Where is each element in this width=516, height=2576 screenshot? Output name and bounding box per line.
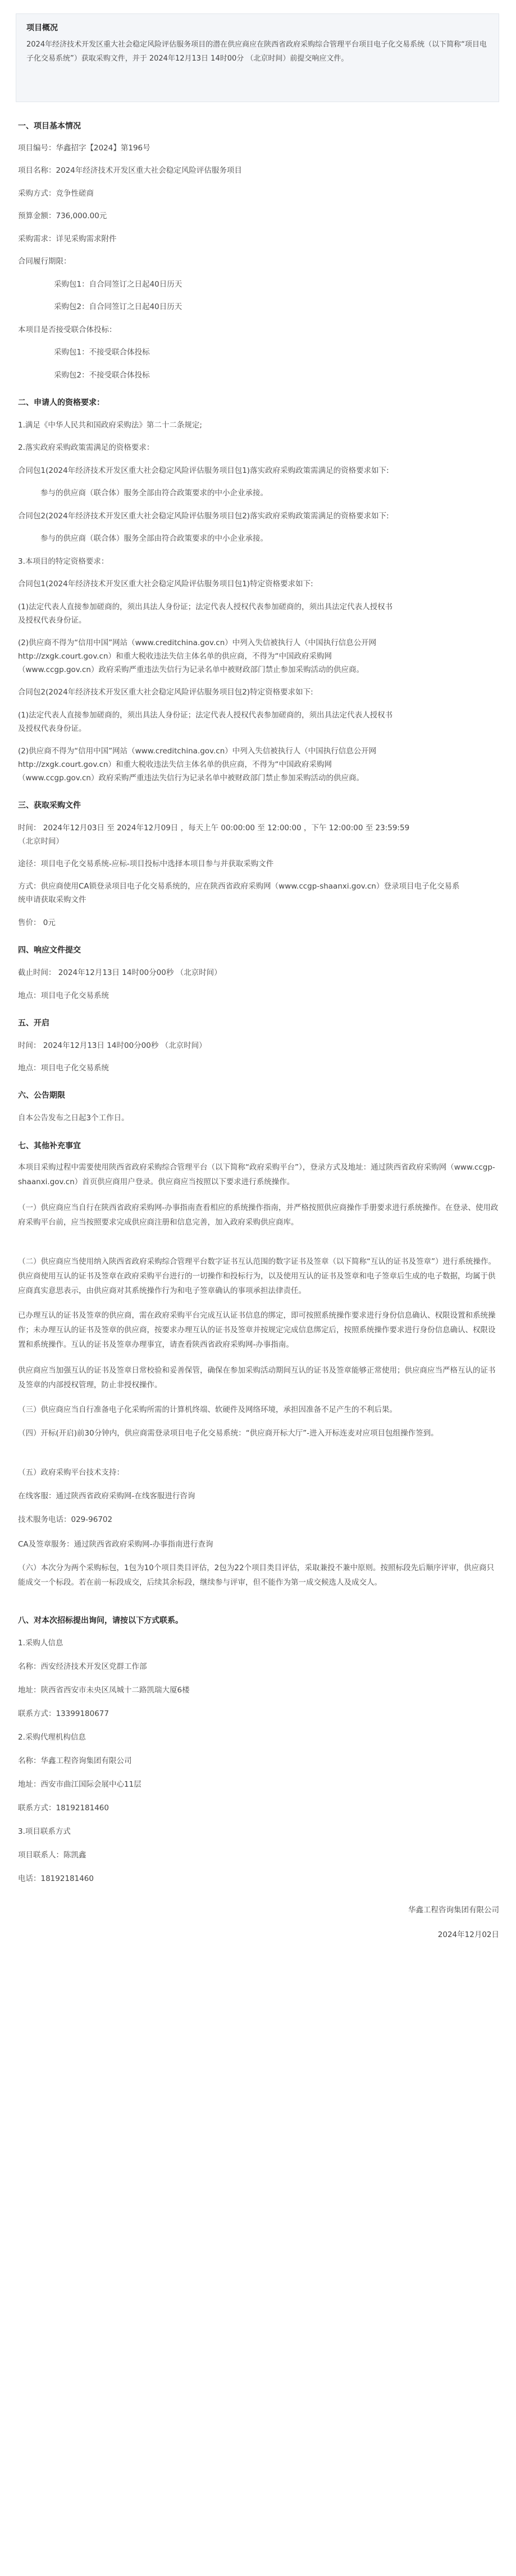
section-4-heading: 四、响应文件提交 — [18, 946, 81, 955]
qualification-2: 2.落实政府采购政策需满足的资格要求： — [18, 443, 154, 452]
footer-date: 2024年12月02日 — [437, 1930, 499, 1939]
ca-service: CA及签章服务：通过陕西省政府采购网-办事指南进行查询 — [18, 1540, 213, 1549]
lot2-policy: 合同包2(2024年经济技术开发区重大社会稳定风险评估服务项目包2)落实政府采购政策需满足的资格要求如下: — [18, 512, 389, 521]
supplement-7: （五）政府采购平台技术支持： — [18, 1468, 124, 1477]
lot1-specific-2b: http://zxgk.court.gov.cn）和重大税收违法失信主体名单的供应商，不得为“中国政府采购网 — [18, 652, 332, 661]
project-number: 项目编号：华鑫招字【2024】第196号 — [18, 144, 150, 153]
section-1-heading: 一、项目基本情况 — [18, 122, 81, 131]
submission-deadline: 截止时间： 2024年12月13日 14时00分00秒 （北京时间） — [18, 968, 222, 977]
contact-heading: 3.项目联系方式 — [18, 1827, 71, 1836]
budget-amount: 预算金额：736,000.00元 — [18, 211, 107, 220]
consortium-label: 本项目是否接受联合体投标： — [18, 325, 117, 334]
lot2-specific-1b: 及授权代表身份证。 — [18, 724, 86, 733]
summary-title: 项目概况 — [26, 24, 58, 33]
acquire-time-a: 时间： 2024年12月03日 至 2024年12月09日 ，每天上午 00:00:00 至 12:00:00 ，下午 12:00:00 至 23:59:59 — [18, 824, 410, 832]
supplement-2: （二）供应商应当使用纳入陕西省政府采购综合管理平台数字证书互认范围的数字证书及签章（以下简称“互认的证书及签章”）进行系统操作。供应商使用互认的证书及签章在政府采购平台进行的一切操作和投标行为，以及使用互认的证书及签章和电子签章后生成的电子数据，均属于供应商真实意思表示，由供应商对其系统操作行为和电子签章确认的事项承担法律责任。 — [18, 1257, 496, 1295]
agency-heading: 2.采购代理机构信息 — [18, 1733, 86, 1742]
lot1-policy-detail: 参与的供应商（联合体）服务全部由符合政策要求的中小企业承接。 — [40, 489, 268, 498]
buyer-heading: 1.采购人信息 — [18, 1639, 63, 1648]
lot1-specific: 合同包1(2024年经济技术开发区重大社会稳定风险评估服务项目包1)特定资格要求如下: — [18, 579, 313, 588]
lot1-specific-1a: (1)法定代表人直接参加磋商的，须出具法人身份证；法定代表人授权代表参加磋商的，须出具法定代表人授权书 — [18, 602, 393, 611]
lot2-specific-2a: (2)供应商不得为“信用中国”网站（www.creditchina.gov.cn）中列入失信被执行人（中国执行信息公开网 — [18, 747, 377, 756]
section-5-heading: 五、开启 — [18, 1019, 49, 1028]
footer-org: 华鑫工程咨询集团有限公司 — [408, 1906, 499, 1915]
buyer-name: 名称：西安经济技术开发区党群工作部 — [18, 1662, 147, 1671]
lot2-period: 采购包2：自合同签订之日起40日历天 — [54, 302, 182, 311]
agency-phone: 联系方式：18192181460 — [18, 1804, 109, 1813]
acquire-method-b: 统申请获取采购文件 — [18, 895, 86, 904]
lot2-specific-2b: http://zxgk.court.gov.cn）和重大税收违法失信主体名单的供应商，不得为“中国政府采购网 — [18, 760, 332, 769]
section-6-heading: 六、公告期限 — [18, 1091, 65, 1100]
online-service: 在线客服：通过陕西省政府采购网-在线客服进行咨询 — [18, 1492, 195, 1501]
procurement-requirement: 采购需求：详见采购需求附件 — [18, 234, 117, 243]
lot1-policy: 合同包1(2024年经济技术开发区重大社会稳定风险评估服务项目包1)落实政府采购政策需满足的资格要求如下: — [18, 466, 389, 475]
agency-name: 名称：华鑫工程咨询集团有限公司 — [18, 1756, 132, 1765]
agency-address: 地址：西安市曲江国际会展中心11层 — [18, 1780, 141, 1789]
summary-text: 2024年经济技术开发区重大社会稳定风险评估服务项目的潜在供应商应在陕西省政府采购综合管理平台项目电子化交易系统（以下简称“项目电子化交易系统”）获取采购文件，并于 2024年12月13日 14时00分 （北京时间）前提交响应文件。 — [26, 40, 487, 63]
opening-place: 地点：项目电子化交易系统 — [18, 1064, 109, 1073]
qualification-1: 1.满足《中华人民共和国政府采购法》第二十二条规定; — [18, 421, 202, 430]
summary-box — [16, 13, 499, 102]
supplement-4: 供应商应当加强互认的证书及签章日常校验和妥善保管，确保在参加采购活动期间互认的证书及签章能够正常使用；供应商应当严格互认的证书及签章的内部授权管理，防止非授权操作。 — [18, 1366, 496, 1390]
supplement-1: （一）供应商应当自行在陕西省政府采购网-办事指南查看相应的系统操作指南，并严格按照供应商操作手册要求进行系统操作。在登录、使用政府采购平台前，应当按照要求完成供应商注册和信息完善，加入政府采购供应商库。 — [18, 1203, 499, 1227]
project-name: 项目名称：2024年经济技术开发区重大社会稳定风险评估服务项目 — [18, 166, 242, 175]
acquire-method-a: 方式：供应商使用CA锁登录项目电子化交易系统的，应在陕西省政府采购网（www.ccgp-shaanxi.gov.cn）登录项目电子化交易系 — [18, 882, 460, 891]
supplement-5: （三）供应商应当自行准备电子化采购所需的计算机终端、软硬件及网络环境，承担因准备不足产生的不利后果。 — [18, 1405, 397, 1414]
tech-service-tel: 技术服务电话：029-96702 — [18, 1515, 113, 1524]
document-price: 售价： 0元 — [18, 918, 56, 927]
contact-person: 项目联系人：陈凯鑫 — [18, 1851, 86, 1860]
supplement-intro: 本项目采购过程中需要使用陕西省政府采购综合管理平台（以下简称“政府采购平台”），登录方式及地址：通过陕西省政府采购网（www.ccgp-shaanxi.gov.cn）首页供应商用户登录。供应商应当按照以下要求进行系统操作。 — [18, 1163, 495, 1186]
opening-time: 时间： 2024年12月13日 14时00分00秒 （北京时间） — [18, 1041, 207, 1050]
supplement-8: （六）本次分为两个采购标包，1包为10个项目类目评估，2包为22个项目类目评估，采取兼投不兼中原则。按照标段先后顺序评审，供应商只能成交一个标段。若在前一标段成交，后续其余标段，继续参与评审，但不能作为第一成交候选人及成交人。 — [18, 1563, 495, 1587]
notice-period: 自本公告发布之日起3个工作日。 — [18, 1114, 129, 1123]
supplement-3: 已办理互认的证书及签章的供应商，需在政府采购平台完成互认证书信息的绑定，即可按照系统操作要求进行身份信息确认、权限设置和系统操作；未办理互认的证书及签章的供应商，按要求办理互认的证书及签章并按规定完成信息绑定后，按照系统操作要求进行身份信息确认、权限设置和系统操作。互认的证书及签章办理事宜，请查看陕西省政府采购网-办事指南。 — [18, 1311, 496, 1349]
section-8-heading: 八、对本次招标提出询问，请按以下方式联系。 — [18, 1616, 183, 1625]
buyer-address: 地址：陕西省西安市未央区凤城十二路凯瑞大厦6楼 — [18, 1686, 190, 1695]
lot2-specific-1a: (1)法定代表人直接参加磋商的，须出具法人身份证；法定代表人授权代表参加磋商的，须出具法定代表人授权书 — [18, 711, 393, 720]
acquire-time-b: （北京时间） — [18, 837, 63, 846]
acquire-way: 途径：项目电子化交易系统-应标-项目投标中选择本项目参与并获取采购文件 — [18, 859, 274, 868]
lot2-specific: 合同包2(2024年经济技术开发区重大社会稳定风险评估服务项目包2)特定资格要求如下: — [18, 688, 313, 697]
procurement-method: 采购方式：竞争性磋商 — [18, 189, 94, 198]
lot1-period: 采购包1：自合同签订之日起40日历天 — [54, 280, 182, 289]
contact-phone: 电话：18192181460 — [18, 1874, 94, 1883]
lot2-policy-detail: 参与的供应商（联合体）服务全部由符合政策要求的中小企业承接。 — [40, 534, 268, 543]
buyer-phone: 联系方式：13399180677 — [18, 1709, 109, 1718]
lot1-specific-2a: (2)供应商不得为“信用中国”网站（www.creditchina.gov.cn）中列入失信被执行人（中国执行信息公开网 — [18, 638, 377, 647]
section-7-heading: 七、其他补充事宜 — [18, 1142, 81, 1151]
lot1-consortium: 采购包1：不接受联合体投标 — [54, 348, 150, 357]
section-3-heading: 三、获取采购文件 — [18, 801, 81, 810]
lot2-specific-2c: （www.ccgp.gov.cn）政府采购严重违法失信行为记录名单中被财政部门禁止参加采购活动的供应商。 — [18, 774, 364, 783]
lot1-specific-2c: （www.ccgp.gov.cn）政府采购严重违法失信行为记录名单中被财政部门禁止参加采购活动的供应商。 — [18, 665, 364, 674]
lot2-consortium: 采购包2：不接受联合体投标 — [54, 371, 150, 380]
supplement-6: （四）开标(开启)前30分钟内，供应商需登录项目电子化交易系统：“供应商开标大厅”-进入开标连麦对应项目包组操作签到。 — [18, 1429, 439, 1438]
submission-place: 地点：项目电子化交易系统 — [18, 991, 109, 1000]
contract-period-label: 合同履行期限： — [18, 257, 71, 266]
qualification-3: 3.本项目的特定资格要求： — [18, 557, 109, 566]
lot1-specific-1b: 及授权代表身份证。 — [18, 616, 86, 625]
section-2-heading: 二、申请人的资格要求： — [18, 398, 104, 407]
